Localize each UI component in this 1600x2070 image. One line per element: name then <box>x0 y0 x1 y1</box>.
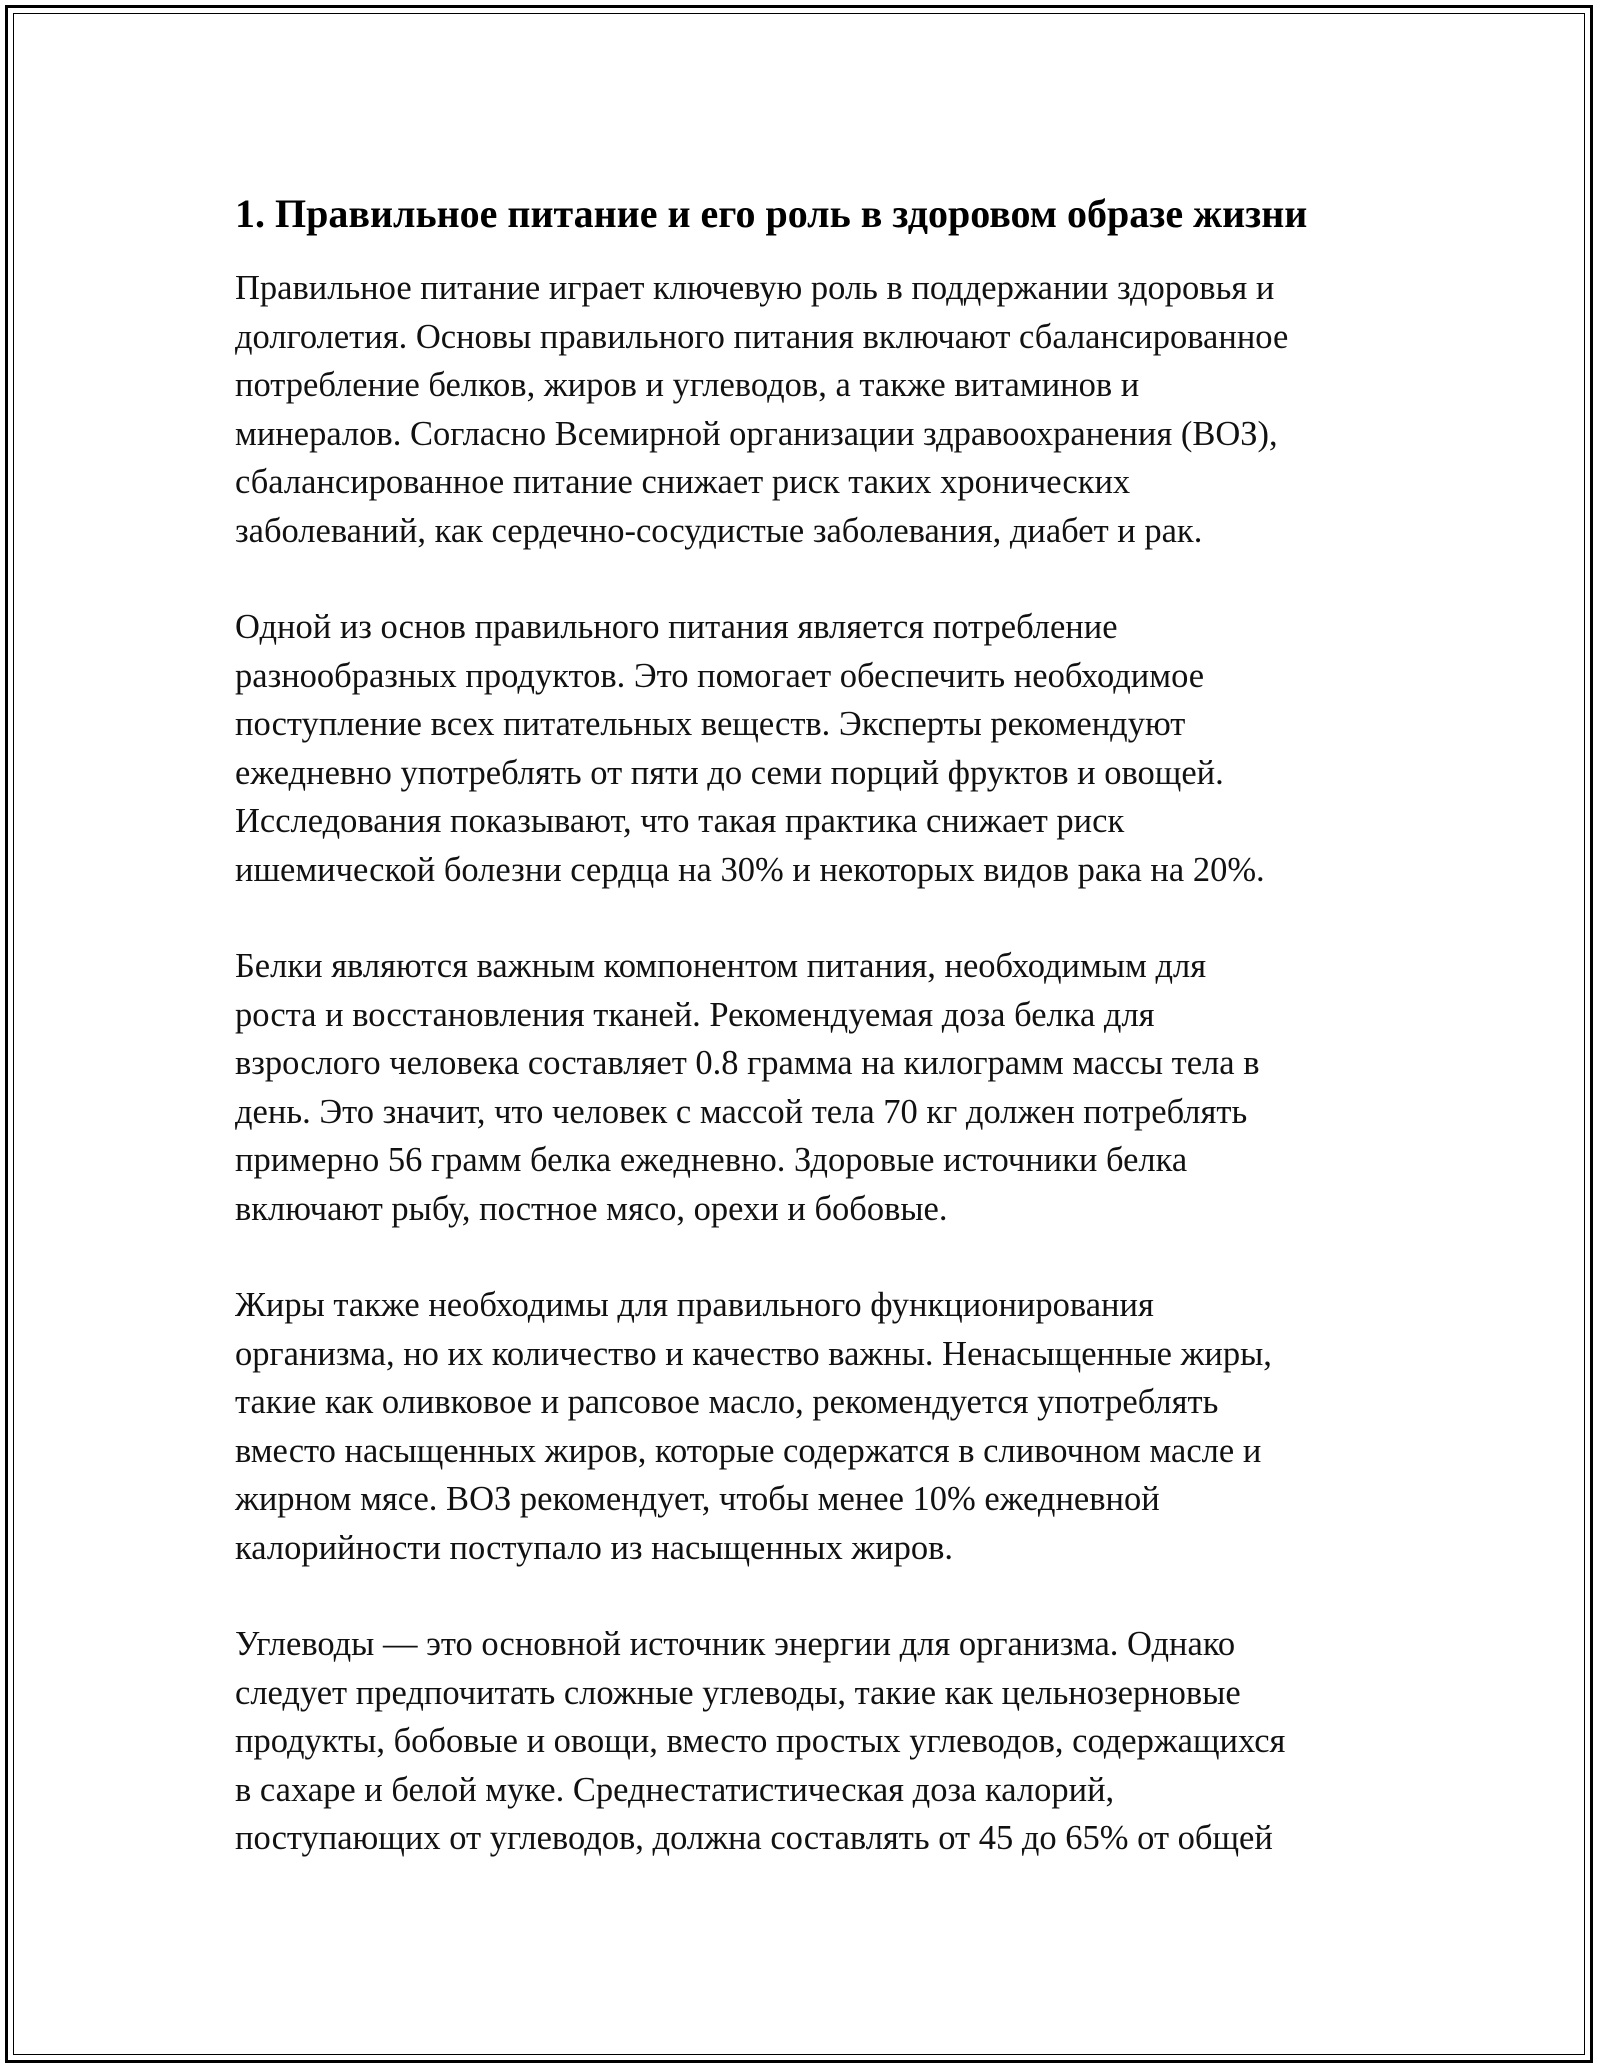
text-line: минералов. Согласно Всемирной организации здравоохранения (ВОЗ), <box>235 414 1278 453</box>
text-line: Жиры также необходимы для правильного функционирования <box>235 1286 1154 1324</box>
text-line: следует предпочитать сложные углеводы, такие как цельнозерновые <box>235 1673 1241 1712</box>
text-line: в сахаре и белой муке. Среднестатистическая доза калорий, <box>235 1770 1115 1809</box>
text-line: примерно 56 грамм белка ежедневно. Здоровые источники белка <box>235 1141 1188 1179</box>
paragraph-nutrition-role <box>235 264 1395 555</box>
text-line: вместо насыщенных жиров, которые содержатся в сливочном масле и <box>235 1431 1262 1470</box>
text-line: Исследования показывают, что такая практика снижает риск <box>235 802 1125 840</box>
text-line: Одной из основ правильного питания является потребление <box>235 608 1118 646</box>
paragraph-variety <box>235 603 1395 894</box>
text-line: разнообразных продуктов. Это помогает обеспечить необходимое <box>235 656 1205 695</box>
paragraph-fats <box>235 1281 1395 1572</box>
document-page <box>235 186 1395 1911</box>
text-line: поступающих от углеводов, должна составлять от 45 до 65% от общей <box>235 1819 1273 1857</box>
text-line: ишемической болезни сердца на 30% и некоторых видов рака на 20%. <box>235 850 1265 889</box>
text-line: включают рыбу, постное мясо, орехи и бобовые. <box>235 1189 948 1228</box>
text-line: Углеводы — это основной источник энергии для организма. Однако <box>235 1625 1236 1663</box>
text-line: Правильное питание играет ключевую роль в поддержании здоровья и <box>235 269 1275 307</box>
paragraph-carbohydrates <box>235 1620 1395 1863</box>
text-line: поступление всех питательных веществ. Эксперты рекомендуют <box>235 705 1186 743</box>
text-line: потребление белков, жиров и углеводов, а также витаминов и <box>235 366 1140 404</box>
paragraph-proteins <box>235 942 1395 1233</box>
text-line: день. Это значит, что человек с массой тела 70 кг должен потреблять <box>235 1092 1248 1131</box>
text-line: организма, но их количество и качество важны. Ненасыщенные жиры, <box>235 1334 1272 1373</box>
text-line: ежедневно употреблять от пяти до семи порций фруктов и овощей. <box>235 753 1224 792</box>
text-line: продукты, бобовые и овощи, вместо простых углеводов, содержащихся <box>235 1722 1286 1760</box>
text-line: такие как оливковое и рапсовое масло, рекомендуется употреблять <box>235 1383 1219 1421</box>
text-line: калорийности поступало из насыщенных жиров. <box>235 1528 954 1567</box>
text-line: сбалансированное питание снижает риск таких хронических <box>235 463 1131 501</box>
text-line: роста и восстановления тканей. Рекомендуемая доза белка для <box>235 995 1155 1034</box>
text-line: Белки являются важным компонентом питания, необходимым для <box>235 947 1207 985</box>
text-line: заболеваний, как сердечно-сосудистые заболевания, диабет и рак. <box>235 511 1203 550</box>
text-line: долголетия. Основы правильного питания включают сбалансированное <box>235 317 1289 356</box>
text-line: взрослого человека составляет 0.8 грамма на килограмм массы тела в <box>235 1044 1260 1082</box>
text-line: жирном мясе. ВОЗ рекомендует, чтобы менее 10% ежедневной <box>235 1480 1160 1518</box>
section-heading: 1. Правильное питание и его роль в здоровом образе жизни <box>235 191 1308 236</box>
